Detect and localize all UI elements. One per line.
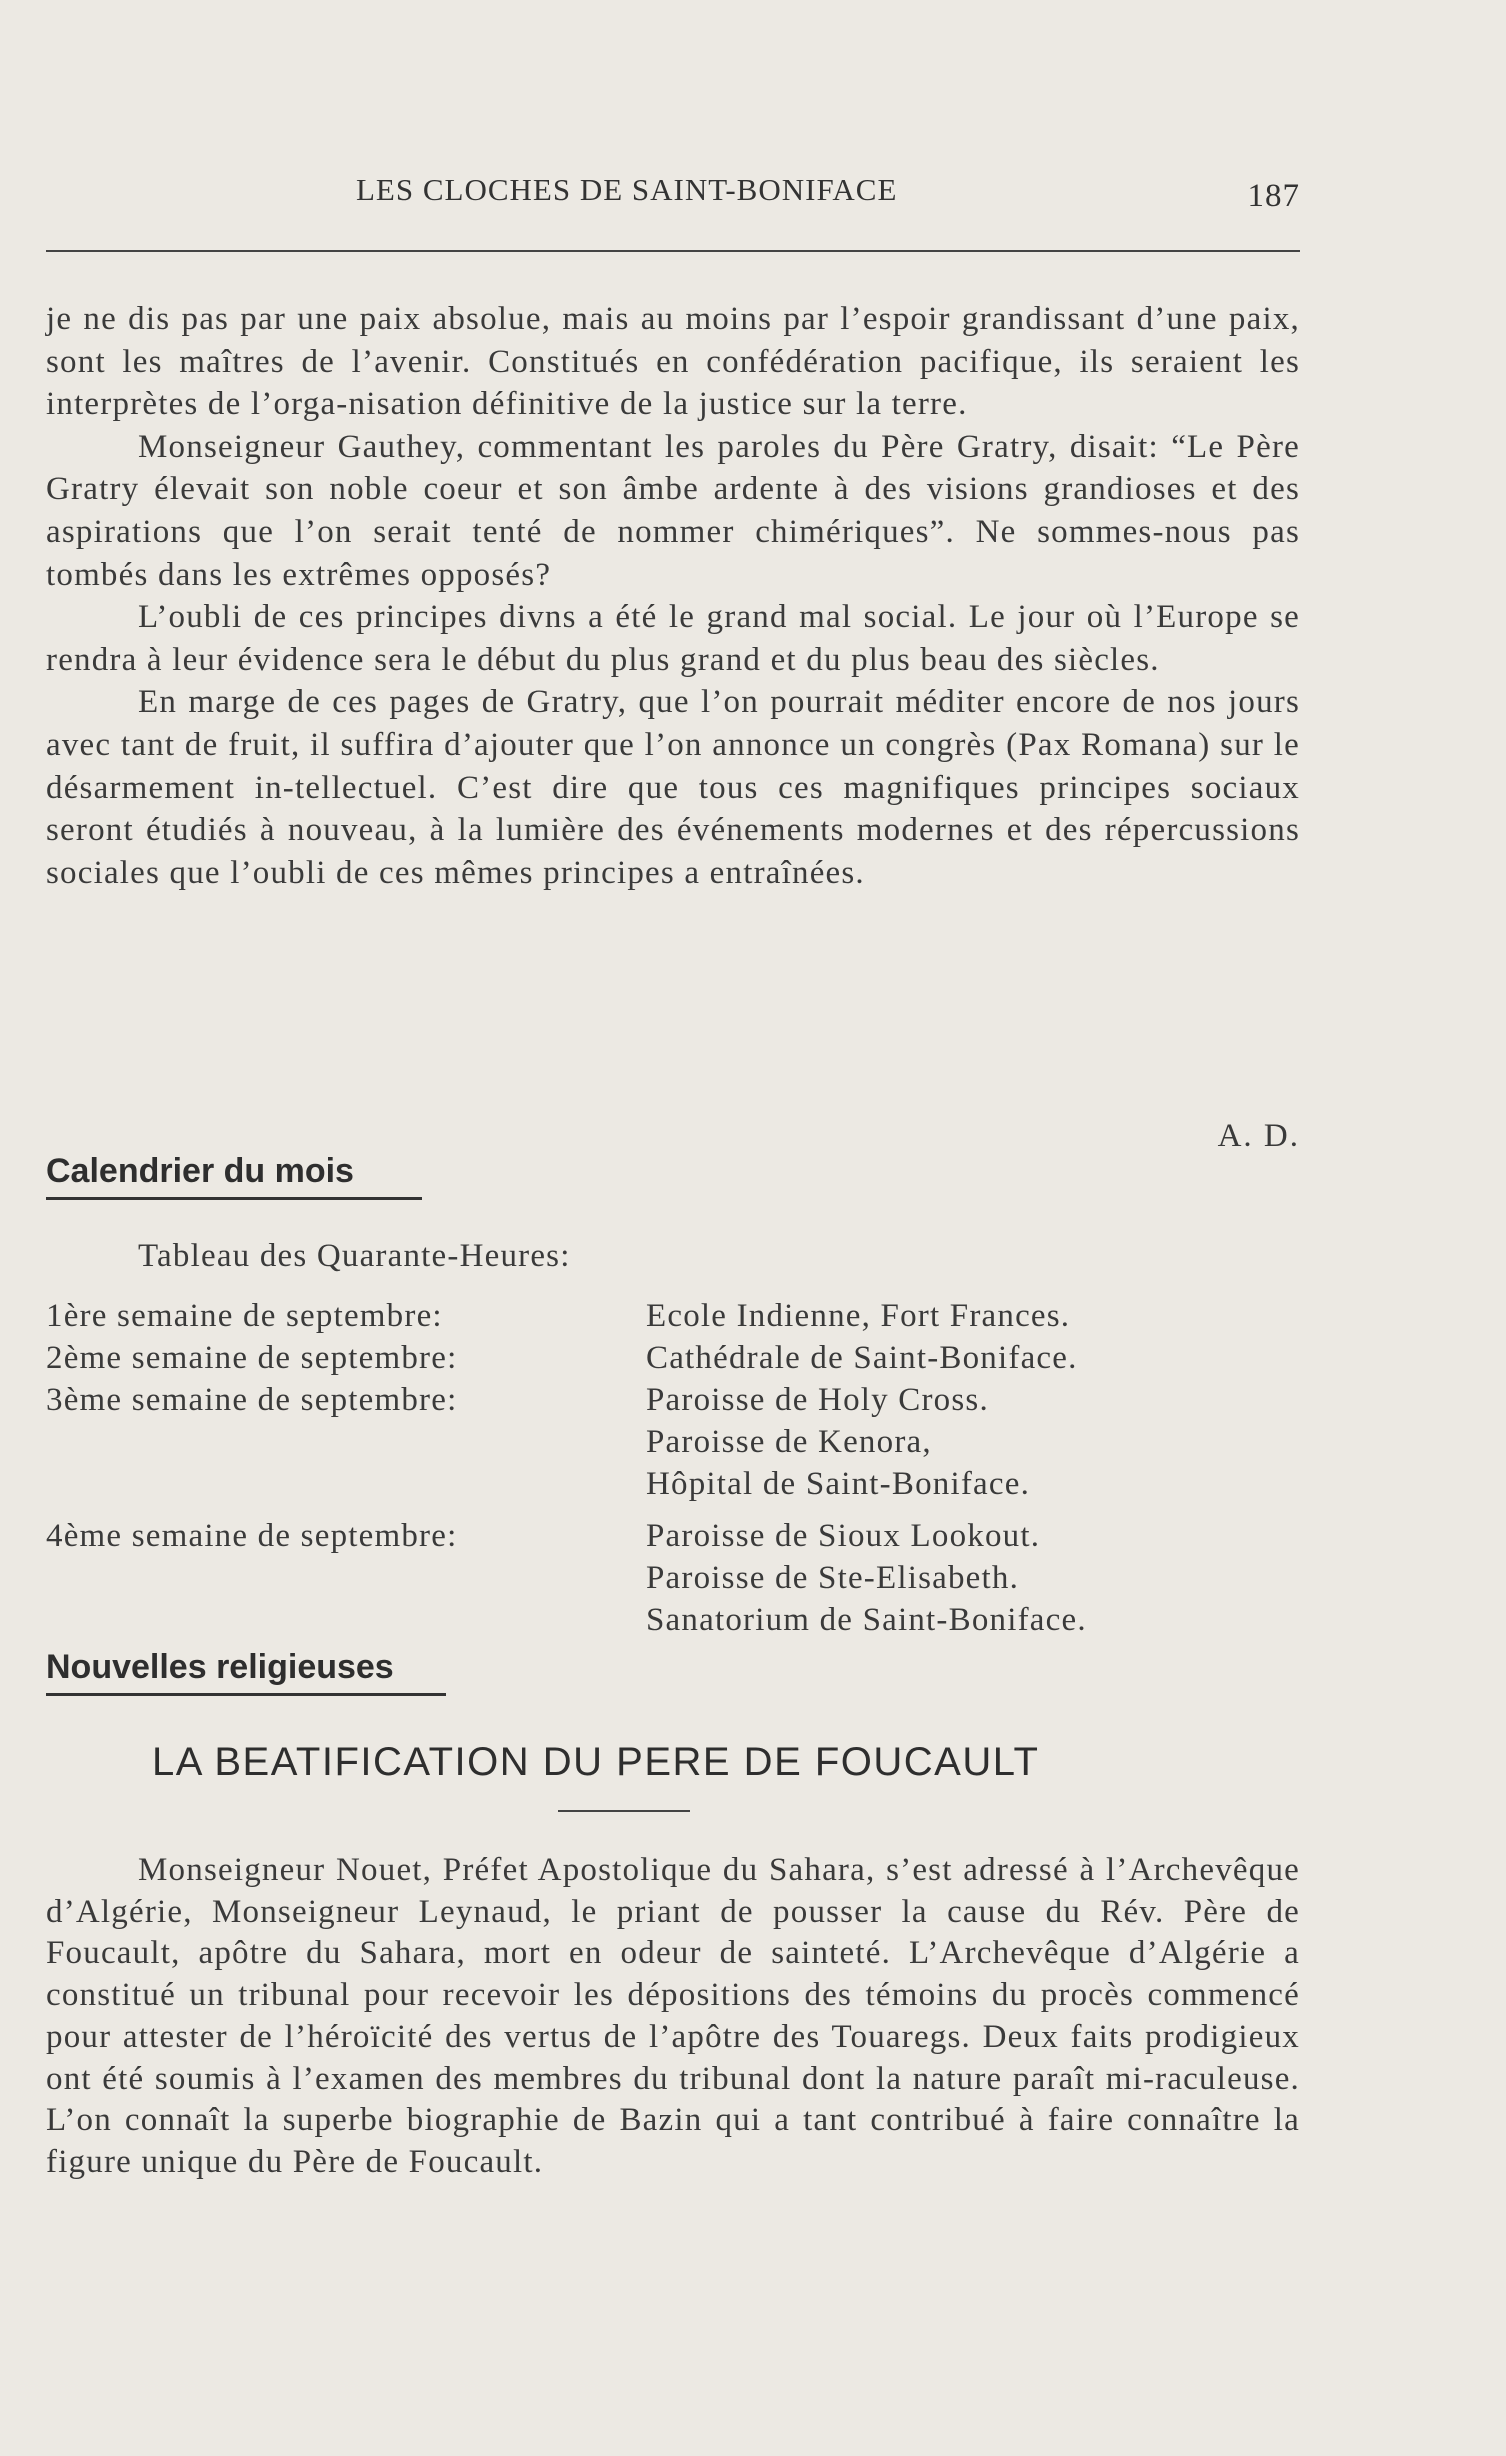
schedule-row	[46, 1424, 1300, 1466]
article-text	[46, 1850, 1300, 2184]
schedule-row	[46, 1466, 1300, 1508]
schedule-place: Paroisse de Kenora,	[646, 1424, 932, 1460]
section-heading-calendrier: Calendrier du mois	[46, 1152, 422, 1200]
title-rule	[558, 1810, 690, 1812]
signature: A. D.	[1217, 1118, 1300, 1154]
page-number: 187	[1247, 178, 1300, 214]
schedule-row	[46, 1560, 1300, 1602]
schedule-place: Paroisse de Ste-Elisabeth.	[646, 1560, 1020, 1596]
schedule-place: Hôpital de Saint-Boniface.	[646, 1466, 1031, 1502]
paragraph-en-marge: En marge de ces pages de Gratry, que l’on pourrait méditer encore de nos jours avec tant de fruit, il suffira d’ajouter que l’on annonce un congrès (Pax Romana) sur le désarmement in-tellectuel. C’est dire que tous ces magnifiques principes sociaux seront étudiés à nouveau, à la lumière des événements modernes et des répercussions sociales que l’oubli de ces mêmes principes a entraînées.	[46, 684, 1300, 891]
section-heading-nouvelles: Nouvelles religieuses	[46, 1648, 446, 1696]
schedule-row	[46, 1298, 1300, 1340]
schedule-week: 2ème semaine de septembre:	[46, 1340, 458, 1376]
schedule-week: 1ère semaine de septembre:	[46, 1298, 443, 1334]
schedule-place: Sanatorium de Saint-Boniface.	[646, 1602, 1087, 1638]
running-title: LES CLOCHES DE SAINT-BONIFACE	[356, 172, 898, 207]
paragraph-gauthey: Monseigneur Gauthey, commentant les paroles du Père Gratry, disait: “Le Père Gratry élevait son noble coeur et son âmbe ardente à des visions grandioses et des aspirations que l’on serait tenté de nommer chimériques”. Ne sommes-nous pas tombés dans les extrêmes opposés?	[46, 428, 1300, 593]
paragraph-continued: je ne dis pas par une paix absolue, mais au moins par l’espoir grandissant d’une paix, sont les maîtres de l’avenir. Constitués en confédération pacifique, ils seraient les interprètes de l’orga-nisation définitive de la justice sur la terre.	[46, 301, 1300, 423]
schedule-row	[46, 1340, 1300, 1382]
paragraph-oubli: L’oubli de ces principes divns a été le grand mal social. Le jour où l’Europe se rendra à leur évidence sera le début du plus grand et du plus beau des siècles.	[46, 599, 1300, 678]
schedule-week: 4ème semaine de septembre:	[46, 1518, 458, 1554]
schedule-row	[46, 1602, 1300, 1644]
schedule-row	[46, 1382, 1300, 1424]
schedule-place: Ecole Indienne, Fort Frances.	[646, 1298, 1071, 1334]
schedule-row	[46, 1518, 1300, 1560]
schedule-place: Cathédrale de Saint-Boniface.	[646, 1340, 1078, 1376]
article-title: LA BEATIFICATION DU PERE DE FOUCAULT	[152, 1740, 1040, 1784]
schedule-place: Paroisse de Holy Cross.	[646, 1382, 989, 1418]
tableau-intro: Tableau des Quarante-Heures:	[138, 1238, 571, 1274]
body-text	[46, 298, 1300, 894]
article-paragraph: Monseigneur Nouet, Préfet Apostolique du Sahara, s’est adressé à l’Archevêque d’Algérie, Monseigneur Leynaud, le priant de pousser la cause du Rév. Père de Foucault, apôtre du Sahara, mort en odeur de sainteté. L’Archevêque d’Algérie a constitué un tribunal pour recevoir les dépositions des témoins du procès commencé pour attester de l’héroïcité des vertus de l’apôtre des Touaregs. Deux faits prodigieux ont été soumis à l’examen des membres du tribunal dont la nature paraît mi-raculeuse. L’on connaît la superbe biographie de Bazin qui a tant contribué à faire connaître la figure unique du Père de Foucault.	[46, 1852, 1300, 2180]
schedule-week: 3ème semaine de septembre:	[46, 1382, 458, 1418]
running-head	[46, 172, 1300, 222]
schedule-table	[46, 1298, 1300, 1644]
schedule-place: Paroisse de Sioux Lookout.	[646, 1518, 1041, 1554]
header-rule	[46, 250, 1300, 252]
